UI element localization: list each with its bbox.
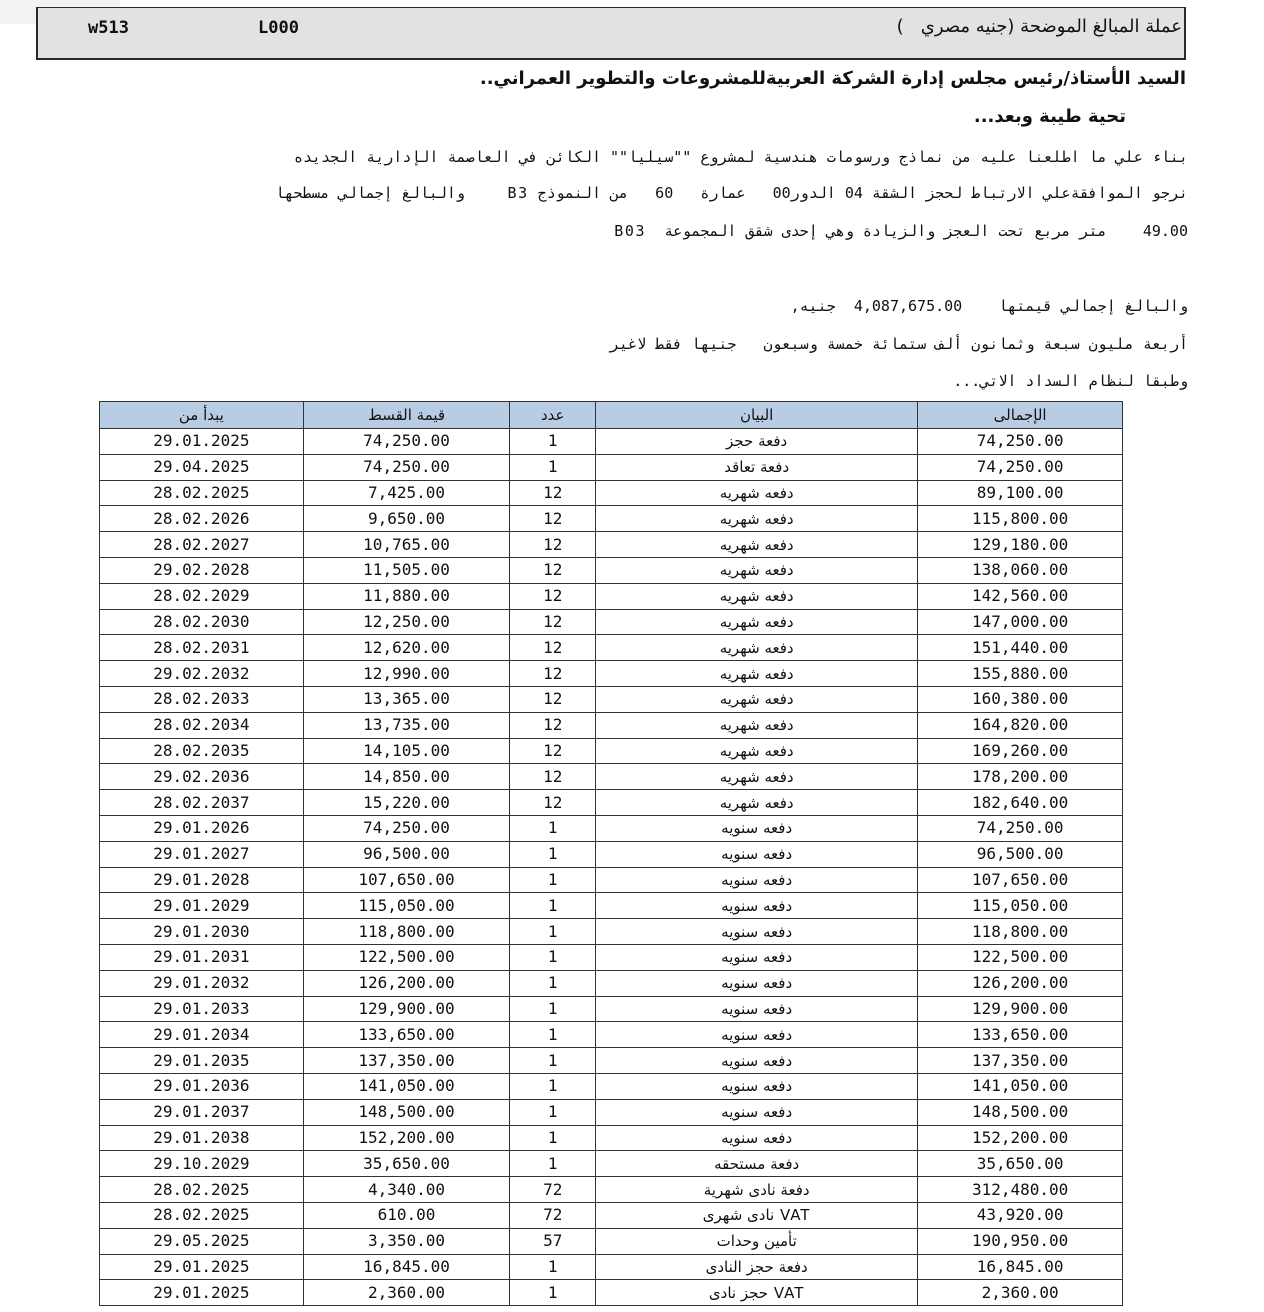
table-row [100,764,1123,790]
description-cell: دفعة تعاقد [596,454,918,480]
count-cell: 1 [510,1048,596,1074]
count-cell: 12 [510,480,596,506]
description-cell: دفعة نادى شهرية [596,1177,918,1203]
table-row [100,790,1123,816]
start-date-cell: 28.02.2026 [100,506,304,532]
installment-cell: 2,360.00 [303,1280,510,1306]
count-cell: 1 [510,996,596,1022]
table-row [100,583,1123,609]
count-cell: 1 [510,815,596,841]
count-cell: 12 [510,738,596,764]
table-row [100,815,1123,841]
installment-cell: 13,735.00 [303,712,510,738]
total-cell: 35,650.00 [918,1151,1123,1177]
count-cell: 12 [510,712,596,738]
total-cell: 182,640.00 [918,790,1123,816]
installment-cell: 12,990.00 [303,661,510,687]
description-cell: دفعة مستحقه [596,1151,918,1177]
start-date-cell: 29.01.2037 [100,1099,304,1125]
count-cell: 1 [510,841,596,867]
count-cell: 1 [510,1099,596,1125]
description-cell: دفعه سنويه [596,1073,918,1099]
installment-cell: 4,340.00 [303,1177,510,1203]
count-cell: 1 [510,1254,596,1280]
count-cell: 1 [510,1280,596,1306]
count-cell: 1 [510,919,596,945]
installment-cell: 74,250.00 [303,815,510,841]
installment-cell: 152,200.00 [303,1125,510,1151]
description-cell: دفعه شهريه [596,480,918,506]
count-cell: 1 [510,454,596,480]
table-row [100,1125,1123,1151]
total-cell: 147,000.00 [918,609,1123,635]
count-cell: 12 [510,790,596,816]
installment-cell: 10,765.00 [303,532,510,558]
table-row [100,1151,1123,1177]
installment-cell: 74,250.00 [303,429,510,455]
description-cell: دفعه شهريه [596,635,918,661]
start-date-cell: 29.01.2038 [100,1125,304,1151]
installment-cell: 141,050.00 [303,1073,510,1099]
currency-header-box [36,7,1186,60]
installment-cell: 16,845.00 [303,1254,510,1280]
greeting-line: تحية طيبة وبعد... [973,106,1126,127]
description-cell: VAT نادى شهرى [596,1202,918,1228]
table-row [100,557,1123,583]
table-row [100,429,1123,455]
count-cell: 1 [510,944,596,970]
count-cell: 12 [510,532,596,558]
description-cell: دفعه شهريه [596,557,918,583]
start-date-cell: 29.01.2035 [100,1048,304,1074]
start-date-cell: 28.02.2029 [100,583,304,609]
description-cell: دفعه سنويه [596,1099,918,1125]
addressee-line: السيد الأستاذ/رئيس مجلس إدارة الشركة العربيةللمشروعات والتطوير العمراني.. [479,68,1186,89]
description-cell: دفعه شهريه [596,583,918,609]
total-cell: 129,900.00 [918,996,1123,1022]
table-row [100,867,1123,893]
col-header-description: البيان [596,402,918,429]
description-cell: دفعه سنويه [596,1125,918,1151]
start-date-cell: 29.01.2028 [100,867,304,893]
currency-label: عملة المبالغ الموضحة (جنيه مصري ) [896,16,1182,37]
count-cell: 1 [510,970,596,996]
total-cell: 155,880.00 [918,661,1123,687]
total-cell: 96,500.00 [918,841,1123,867]
count-cell: 12 [510,764,596,790]
table-row [100,1254,1123,1280]
description-cell: دفعه شهريه [596,738,918,764]
table-row [100,1228,1123,1254]
start-date-cell: 28.02.2031 [100,635,304,661]
start-date-cell: 29.05.2025 [100,1228,304,1254]
installment-cell: 14,105.00 [303,738,510,764]
count-cell: 1 [510,867,596,893]
count-cell: 12 [510,506,596,532]
start-date-cell: 29.04.2025 [100,454,304,480]
installment-cell: 12,620.00 [303,635,510,661]
installment-cell: 11,880.00 [303,583,510,609]
start-date-cell: 29.02.2036 [100,764,304,790]
description-cell: دفعة حجز [596,429,918,455]
count-cell: 1 [510,893,596,919]
description-cell: دفعه شهريه [596,506,918,532]
count-cell: 57 [510,1228,596,1254]
start-date-cell: 29.01.2034 [100,1022,304,1048]
start-date-cell: 28.02.2027 [100,532,304,558]
total-cell: 133,650.00 [918,1022,1123,1048]
table-row [100,686,1123,712]
start-date-cell: 29.01.2032 [100,970,304,996]
table-row [100,506,1123,532]
payment-schedule-table [99,401,1123,1306]
document-code-w: w513 [88,18,129,38]
total-cell: 115,800.00 [918,506,1123,532]
start-date-cell: 28.02.2025 [100,480,304,506]
start-date-cell: 29.01.2025 [100,1254,304,1280]
total-cell: 160,380.00 [918,686,1123,712]
table-row [100,635,1123,661]
table-row [100,944,1123,970]
installment-cell: 133,650.00 [303,1022,510,1048]
start-date-cell: 28.02.2035 [100,738,304,764]
table-row [100,1202,1123,1228]
description-cell: VAT حجز نادى [596,1280,918,1306]
start-date-cell: 29.01.2025 [100,1280,304,1306]
installment-cell: 126,200.00 [303,970,510,996]
table-row [100,996,1123,1022]
total-cell: 43,920.00 [918,1202,1123,1228]
count-cell: 12 [510,661,596,687]
description-cell: دفعه سنويه [596,893,918,919]
table-row [100,1048,1123,1074]
schedule-intro: وطبقا لنظام السداد الاتي... [953,372,1188,390]
total-cell: 178,200.00 [918,764,1123,790]
description-cell: دفعه سنويه [596,1048,918,1074]
description-cell: تأمين وحدات [596,1228,918,1254]
description-cell: دفعه سنويه [596,919,918,945]
start-date-cell: 29.02.2032 [100,661,304,687]
total-cell: 169,260.00 [918,738,1123,764]
description-cell: دفعه شهريه [596,790,918,816]
total-cell: 74,250.00 [918,429,1123,455]
total-cell: 16,845.00 [918,1254,1123,1280]
description-cell: دفعه سنويه [596,970,918,996]
document-code-l: L000 [258,18,299,38]
description-cell: دفعه شهريه [596,609,918,635]
total-cell: 137,350.00 [918,1048,1123,1074]
start-date-cell: 29.02.2028 [100,557,304,583]
start-date-cell: 29.01.2027 [100,841,304,867]
description-cell: دفعه شهريه [596,532,918,558]
table-row [100,841,1123,867]
table-row [100,1073,1123,1099]
total-cell: 126,200.00 [918,970,1123,996]
table-row [100,609,1123,635]
total-cell: 190,950.00 [918,1228,1123,1254]
table-row [100,1177,1123,1203]
installment-cell: 12,250.00 [303,609,510,635]
total-cell: 2,360.00 [918,1280,1123,1306]
count-cell: 12 [510,609,596,635]
description-cell: دفعه سنويه [596,815,918,841]
col-header-count: عدد [510,402,596,429]
installment-cell: 610.00 [303,1202,510,1228]
table-row [100,893,1123,919]
installment-cell: 3,350.00 [303,1228,510,1254]
count-cell: 72 [510,1177,596,1203]
installment-cell: 122,500.00 [303,944,510,970]
description-cell: دفعه سنويه [596,841,918,867]
table-row [100,480,1123,506]
installment-cell: 107,650.00 [303,867,510,893]
description-cell: دفعه سنويه [596,996,918,1022]
table-row [100,1022,1123,1048]
installment-cell: 115,050.00 [303,893,510,919]
description-cell: دفعه شهريه [596,661,918,687]
start-date-cell: 28.02.2033 [100,686,304,712]
count-cell: 1 [510,1022,596,1048]
table-row [100,712,1123,738]
paragraph-line-3: 49.00 متر مربع تحت العجز والزيادة وهي إحدى شقق المجموعة B03 [614,222,1188,240]
count-cell: 12 [510,583,596,609]
installment-cell: 13,365.00 [303,686,510,712]
start-date-cell: 28.02.2025 [100,1202,304,1228]
count-cell: 1 [510,429,596,455]
total-cell: 142,560.00 [918,583,1123,609]
total-cell: 164,820.00 [918,712,1123,738]
installment-cell: 7,425.00 [303,480,510,506]
start-date-cell: 28.02.2025 [100,1177,304,1203]
start-date-cell: 28.02.2034 [100,712,304,738]
table-row [100,532,1123,558]
table-row [100,1280,1123,1306]
installment-cell: 14,850.00 [303,764,510,790]
installment-cell: 9,650.00 [303,506,510,532]
total-cell: 74,250.00 [918,815,1123,841]
total-cell: 122,500.00 [918,944,1123,970]
count-cell: 1 [510,1151,596,1177]
table-header-row [100,402,1123,429]
start-date-cell: 28.02.2030 [100,609,304,635]
start-date-cell: 29.01.2033 [100,996,304,1022]
start-date-cell: 29.01.2031 [100,944,304,970]
total-amount-words: أربعة مليون سبعة وثمانون ألف ستمائة خمسة وسبعون جنيها فقط لاغير [610,335,1188,353]
description-cell: دفعة حجز النادى [596,1254,918,1280]
description-cell: دفعه شهريه [596,686,918,712]
count-cell: 1 [510,1125,596,1151]
count-cell: 72 [510,1202,596,1228]
total-cell: 148,500.00 [918,1099,1123,1125]
col-header-installment: قيمة القسط [303,402,510,429]
total-cell: 129,180.00 [918,532,1123,558]
paragraph-line-2: نرجو الموافقةعلي الارتباط لحجز الشقة 04 الدور00 عمارة 60 من النموذج B3 والبالغ إجمالي مسطحها [275,184,1188,202]
col-header-total: الإجمالى [918,402,1123,429]
installment-cell: 129,900.00 [303,996,510,1022]
col-header-start-date: يبدأ من [100,402,304,429]
total-cell: 118,800.00 [918,919,1123,945]
installment-cell: 35,650.00 [303,1151,510,1177]
total-cell: 312,480.00 [918,1177,1123,1203]
total-cell: 141,050.00 [918,1073,1123,1099]
table-row [100,738,1123,764]
start-date-cell: 29.10.2029 [100,1151,304,1177]
description-cell: دفعه شهريه [596,712,918,738]
installment-cell: 137,350.00 [303,1048,510,1074]
installment-cell: 118,800.00 [303,919,510,945]
start-date-cell: 28.02.2037 [100,790,304,816]
description-cell: دفعه سنويه [596,867,918,893]
installment-cell: 148,500.00 [303,1099,510,1125]
total-cell: 151,440.00 [918,635,1123,661]
installment-cell: 96,500.00 [303,841,510,867]
installment-cell: 74,250.00 [303,454,510,480]
count-cell: 1 [510,1073,596,1099]
count-cell: 12 [510,557,596,583]
table-row [100,661,1123,687]
start-date-cell: 29.01.2025 [100,429,304,455]
description-cell: دفعه سنويه [596,944,918,970]
description-cell: دفعه سنويه [596,1022,918,1048]
start-date-cell: 29.01.2030 [100,919,304,945]
total-cell: 152,200.00 [918,1125,1123,1151]
start-date-cell: 29.01.2026 [100,815,304,841]
description-cell: دفعه شهريه [596,764,918,790]
table-row [100,970,1123,996]
start-date-cell: 29.01.2029 [100,893,304,919]
total-cell: 107,650.00 [918,867,1123,893]
count-cell: 12 [510,635,596,661]
total-cell: 115,050.00 [918,893,1123,919]
table-row [100,1099,1123,1125]
paragraph-line-1: بناء علي ما اطلعنا عليه من نماذج ورسومات هندسية لمشروع ""سيليا"" الكائن في العاصمة الإدارية الجديده [293,148,1188,166]
count-cell: 12 [510,686,596,712]
start-date-cell: 29.01.2036 [100,1073,304,1099]
table-row [100,454,1123,480]
total-cell: 74,250.00 [918,454,1123,480]
installment-cell: 11,505.00 [303,557,510,583]
total-cell: 89,100.00 [918,480,1123,506]
table-row [100,919,1123,945]
installment-cell: 15,220.00 [303,790,510,816]
total-amount-line: والبالغ إجمالي قيمتها 4,087,675.00 جنيه, [790,297,1188,315]
total-cell: 138,060.00 [918,557,1123,583]
